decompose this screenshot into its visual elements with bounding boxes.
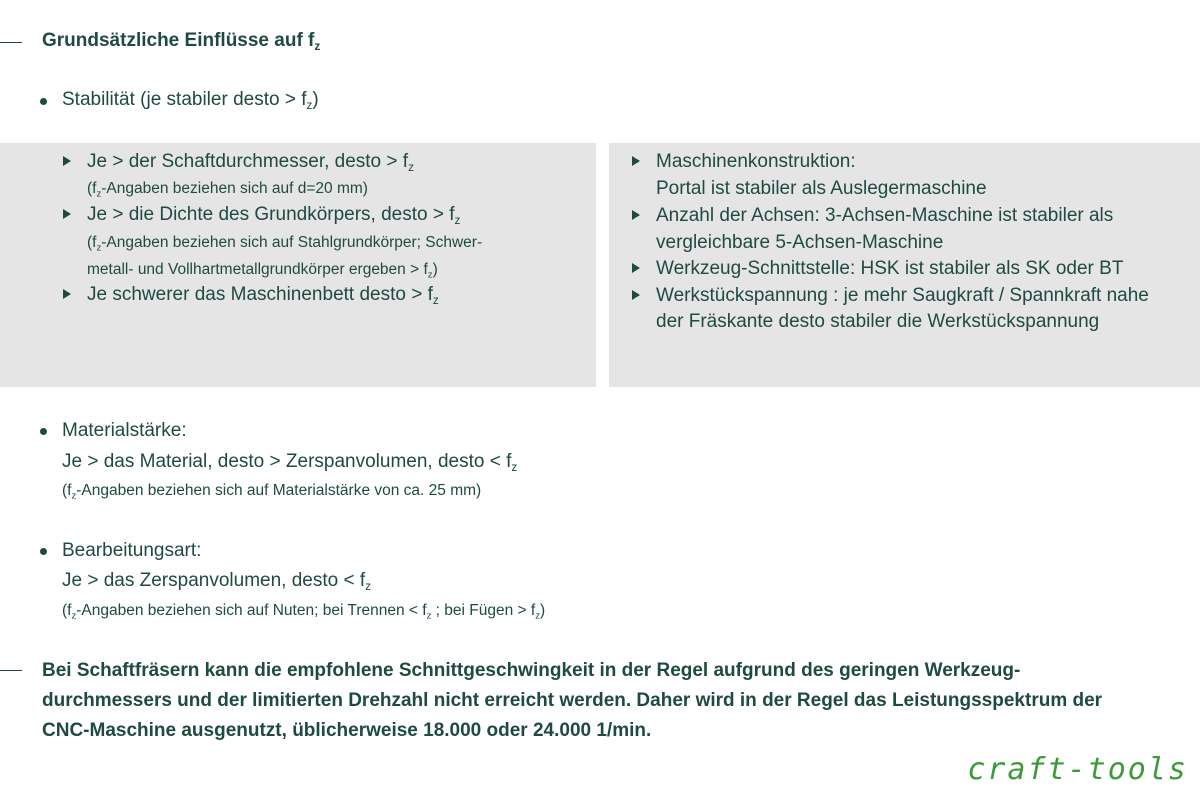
processing-line: Je > das Zerspanvolumen, desto < $f_z$: [62, 570, 372, 594]
craft-tools-logo: craft-tools: [967, 752, 1188, 787]
left-item-bed: Je schwerer das Maschinenbett desto > $f_z$: [87, 284, 439, 308]
material-line: Je > das Material, desto > Zerspanvolumen, desto < $f_z$: [62, 451, 518, 475]
left-item-shaft: Je > der Schaftdurchmesser, desto > $f_z$: [87, 151, 414, 175]
triangle-bullet-icon: [63, 289, 71, 299]
bullet-dot: [40, 428, 47, 435]
bullet-dot: [40, 98, 47, 105]
right-item-axes: Anzahl der Achsen: 3-Achsen-Maschine ist stabiler als: [656, 205, 1114, 226]
right-item-interface: Werkzeug-Schnittstelle: HSK ist stabiler als SK oder BT: [656, 258, 1124, 279]
triangle-bullet-icon: [63, 156, 71, 166]
paragraph-line: Bei Schaftfräsern kann die empfohlene Schnittgeschwingkeit in der Regel aufgrund des geringen Werkzeug-: [42, 660, 1021, 681]
material-note: ($f_z$-Angaben beziehen sich auf Materialstärke von ca. 25 mm): [62, 482, 482, 502]
right-item-clamping-2: der Fräskante desto stabiler die Werkstückspannung: [656, 311, 1100, 332]
triangle-bullet-icon: [63, 209, 71, 219]
triangle-bullet-icon: [632, 290, 640, 300]
right-item-construction-2: Portal ist stabiler als Auslegermaschine: [656, 178, 987, 199]
right-item-clamping: Werkstückspannung : je mehr Saugkraft / Spannkraft nahe: [656, 285, 1149, 306]
bullet-stability: Stabilität (je stabiler desto > $f_z$): [62, 89, 319, 113]
bullet-dot: [40, 548, 47, 555]
paragraph-dash: [0, 670, 22, 671]
triangle-bullet-icon: [632, 263, 640, 273]
right-item-construction: Maschinenkonstruktion:: [656, 151, 856, 172]
left-note-density-1: ($f_z$-Angaben beziehen sich auf Stahlgrundkörper; Schwer-: [87, 234, 483, 254]
left-note-shaft: ($f_z$-Angaben beziehen sich auf d=20 mm): [87, 180, 368, 200]
right-item-axes-2: vergleichbare 5-Achsen-Maschine: [656, 232, 944, 253]
bullet-processing-title: Bearbeitungsart:: [62, 540, 202, 561]
paragraph-line: durchmessers und der limitierten Drehzahl nicht erreicht werden. Daher wird in der Regel das Leistungsspektrum der: [42, 690, 1103, 711]
triangle-bullet-icon: [632, 210, 640, 220]
heading-dash: [0, 42, 22, 43]
bullet-material-title: Materialstärke:: [62, 420, 187, 441]
heading-influences: Grundsätzliche Einflüsse auf $f_z$: [42, 30, 321, 54]
paragraph-line: CNC-Maschine ausgenutzt, üblicherweise 18.000 oder 24.000 1/min.: [42, 720, 652, 741]
left-note-density-2: metall- und Vollhartmetallgrundkörper ergeben > $f_z$): [87, 261, 438, 281]
left-item-density: Je > die Dichte des Grundkörpers, desto > $f_z$: [87, 204, 461, 228]
bottom-paragraph: [42, 656, 1182, 746]
processing-note: ($f_z$-Angaben beziehen sich auf Nuten; bei Trennen < $f_z$ ; bei Fügen > $f_z$): [62, 602, 546, 622]
triangle-bullet-icon: [632, 156, 640, 166]
